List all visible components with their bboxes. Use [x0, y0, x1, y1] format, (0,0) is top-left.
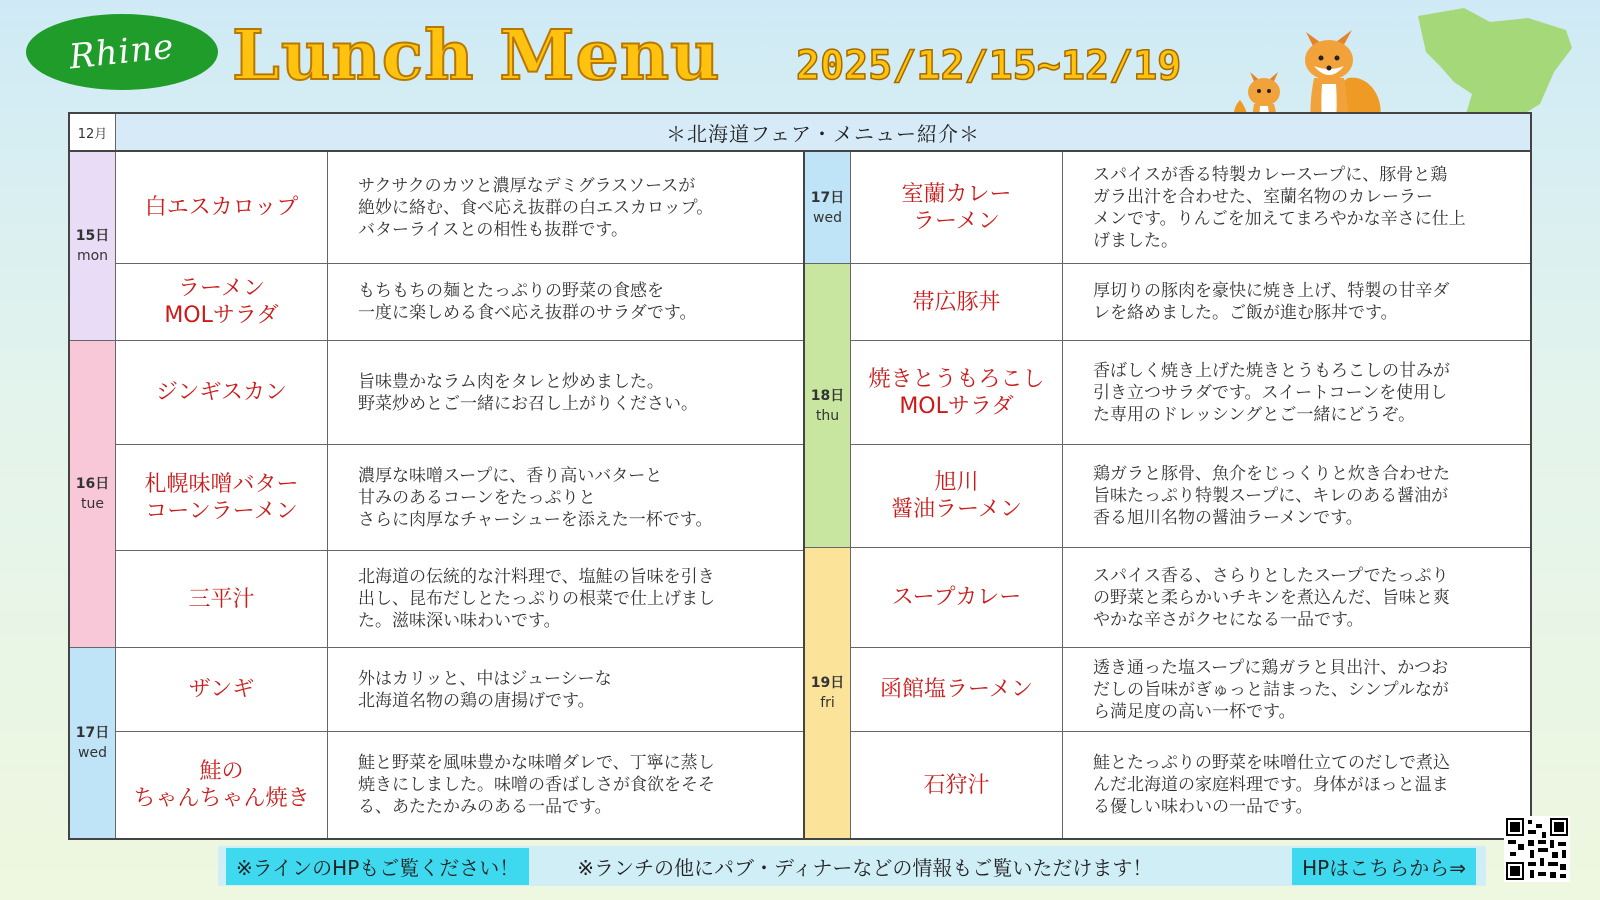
menu-item — [851, 341, 1530, 445]
menu-item-desc: 鮭と野菜を風味豊かな味噌ダレで、丁寧に蒸し 焼きにしました。味噌の香ばしさが食欲をそそ る、あたたかみのある一品です。 — [358, 753, 715, 817]
menu-item-name: 三平汁 — [116, 551, 328, 647]
day-cell-tue — [70, 341, 116, 648]
menu-item-desc: 濃厚な味噌スープに、香り高いバターと 甘みのあるコーンをたっぷりと さらに肉厚なチャーシューを添えた一杯です。 — [358, 465, 713, 530]
menu-item — [851, 732, 1530, 838]
day-cell-thu — [805, 264, 851, 548]
page-title: Lunch Menu — [232, 16, 721, 96]
day-of-week: wed — [78, 745, 107, 761]
menu-item — [851, 264, 1530, 341]
menu-item-name: 帯広豚丼 — [851, 264, 1063, 340]
day-cell-fri — [805, 548, 851, 838]
line-hp-link[interactable]: ※ラインのHPもご覧ください！ — [226, 848, 529, 885]
menu-item — [116, 341, 803, 445]
day-number: 19日 — [810, 675, 845, 691]
menu-item-name: 旭川 醤油ラーメン — [851, 445, 1063, 547]
menu-item-desc: 厚切りの豚肉を豪快に焼き上げ、特製の甘辛ダ レを絡めました。ご飯が進む豚丼です。 — [1093, 281, 1450, 323]
day-number: 15日 — [75, 228, 110, 244]
rhine-logo[interactable] — [26, 14, 218, 90]
menu-item — [851, 648, 1530, 732]
menu-item-name: 室蘭カレー ラーメン — [851, 152, 1063, 263]
day-of-week: tue — [81, 496, 104, 512]
menu-item-desc: 透き通った塩スープに鶏ガラと貝出汁、かつお だしの旨味がぎゅっと詰まった、シンプルなが ら満足度の高い一杯です。 — [1093, 657, 1449, 722]
menu-item — [116, 648, 803, 732]
menu-item-name: 焼きとうもろこし MOLサラダ — [851, 341, 1063, 444]
date-range: 2025/12/15~12/19 — [796, 43, 1182, 89]
menu-item — [116, 551, 803, 648]
footer-bar — [218, 846, 1486, 886]
day-number: 18日 — [810, 387, 845, 404]
day-of-week: wed — [813, 209, 842, 226]
menu-item-desc: もちもちの麺とたっぷりの野菜の食感を 一度に楽しめる食べ応え抜群のサラダです。 — [358, 281, 697, 323]
day-cell-wed — [805, 152, 851, 264]
qr-code-icon[interactable] — [1504, 816, 1570, 882]
menu-item — [851, 548, 1530, 648]
day-of-week: mon — [76, 248, 109, 264]
logo-text: Rhine — [67, 26, 177, 78]
menu-header — [70, 114, 1530, 152]
day-cell-wed — [70, 648, 116, 838]
menu-item-desc: 鶏ガラと豚骨、魚介をじっくりと炊き合わせた 旨味たっぷり特製スープに、キレのある醤油が 香る旭川名物の醤油ラーメンです。 — [1093, 464, 1450, 528]
menu-item-name: ラーメン MOLサラダ — [116, 264, 328, 340]
day-of-week: fri — [820, 695, 835, 711]
menu-item-desc: 鮭とたっぷりの野菜を味噌仕立てのだしで煮込 んだ北海道の家庭料理です。身体がほっと温ま る優しい味わいの一品です。 — [1093, 753, 1450, 817]
month-label: 12月 — [70, 114, 116, 150]
menu-column-right — [805, 152, 1530, 838]
menu-item-name: 札幌味噌バター コーンラーメン — [116, 445, 328, 550]
menu-item-desc: スパイス香る、さらりとしたスープでたっぷり の野菜と柔らかいチキンを煮込んだ、旨味と爽 やかな辛さがクセになる一品です。 — [1093, 565, 1450, 630]
day-number: 16日 — [75, 476, 110, 492]
footer-info: ※ランチの他にパブ・ディナーなどの情報もご覧いただけます！ — [577, 855, 1153, 880]
menu-column-left — [70, 152, 805, 838]
day-number: 17日 — [810, 189, 845, 206]
menu-item — [851, 152, 1530, 264]
menu-item-desc: スパイスが香る特製カレースープに、豚骨と鶏 ガラ出汁を合わせた、室蘭名物のカレーラー メンです。りんごを加えてまろやかな辛さに仕上 げました。 — [1093, 164, 1466, 251]
menu-item-name: 石狩汁 — [851, 732, 1063, 838]
menu-item-name: ジンギスカン — [116, 341, 328, 444]
day-of-week: thu — [815, 407, 840, 424]
menu-item-desc: 旨味豊かなラム肉をタレと炒めました。 野菜炒めとご一緒にお召し上がりください。 — [358, 371, 698, 414]
menu-item — [116, 732, 803, 838]
menu-item-name: ザンギ — [116, 648, 328, 731]
menu-item-name: 白エスカロップ — [116, 152, 328, 263]
menu-item — [116, 264, 803, 341]
menu-item — [116, 445, 803, 551]
day-cell-mon — [70, 152, 116, 341]
menu-item-desc: 香ばしく焼き上げた焼きとうもろこしの甘みが 引き立つサラダです。スイートコーンを使用し た専用のドレッシングとご一緒にどうぞ。 — [1093, 360, 1450, 425]
menu-item-name: 鮭の ちゃんちゃん焼き — [116, 732, 328, 838]
menu-item — [851, 445, 1530, 548]
menu-item-name: スープカレー — [851, 548, 1063, 647]
day-number: 17日 — [75, 725, 110, 741]
lunch-menu-table — [68, 112, 1532, 840]
menu-item-desc: サクサクのカツと濃厚なデミグラスソースが 絶妙に絡む、食べ応え抜群の白エスカロップ。 バターライスとの相性も抜群です。 — [358, 175, 714, 240]
menu-item-desc: 外はカリッと、中はジューシーな 北海道名物の鶏の唐揚げです。 — [358, 668, 612, 711]
menu-item — [116, 152, 803, 264]
hp-link[interactable]: HPはこちらから⇒ — [1292, 848, 1476, 885]
menu-item-desc: 北海道の伝統的な汁料理で、塩鮭の旨味を引き 出し、昆布だしとたっぷりの根菜で仕上げまし た。滋味深い味わいです。 — [358, 567, 715, 631]
hokkaido-map-icon — [1418, 8, 1572, 126]
fair-title: ＊北海道フェア・メニュー紹介＊ — [116, 114, 1530, 150]
menu-item-name: 函館塩ラーメン — [851, 648, 1063, 731]
